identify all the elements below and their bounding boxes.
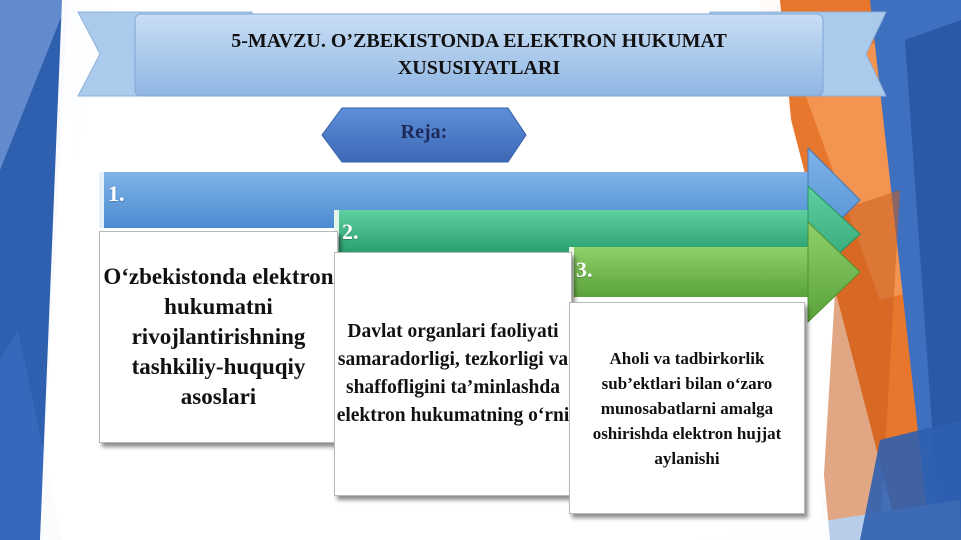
- slide-title: 5-MAVZU. O’ZBEKISTONDA ELEKTRON HUKUMAT XUSUSIYATLARI: [231, 30, 727, 79]
- step-3-number: 3.: [576, 257, 593, 282]
- plan-label: Reja:: [400, 120, 448, 143]
- step-2-card: [334, 252, 572, 496]
- step-1-text: O‘zbekistonda elektron hukumatni rivojlantirishning tashkiliy-huquqiy asoslari: [103, 264, 334, 409]
- step-1-card: [99, 231, 338, 443]
- plan-badge: [322, 108, 526, 162]
- step-2-text: Davlat organlari faoliyati samaradorligi, tezkorligi va shaffofligini ta’minlashda elektron hukumatning o‘rni: [336, 321, 570, 426]
- step-1-number: 1.: [108, 181, 125, 206]
- title-banner: [135, 14, 823, 96]
- step-3-card: [569, 302, 805, 514]
- step-3-text: Aholi va tadbirkorlik sub’ektlari bilan o‘zaro munosabatlarni amalga oshirishda elektron hujjat aylanishi: [592, 348, 782, 468]
- step-2-number: 2.: [342, 219, 359, 244]
